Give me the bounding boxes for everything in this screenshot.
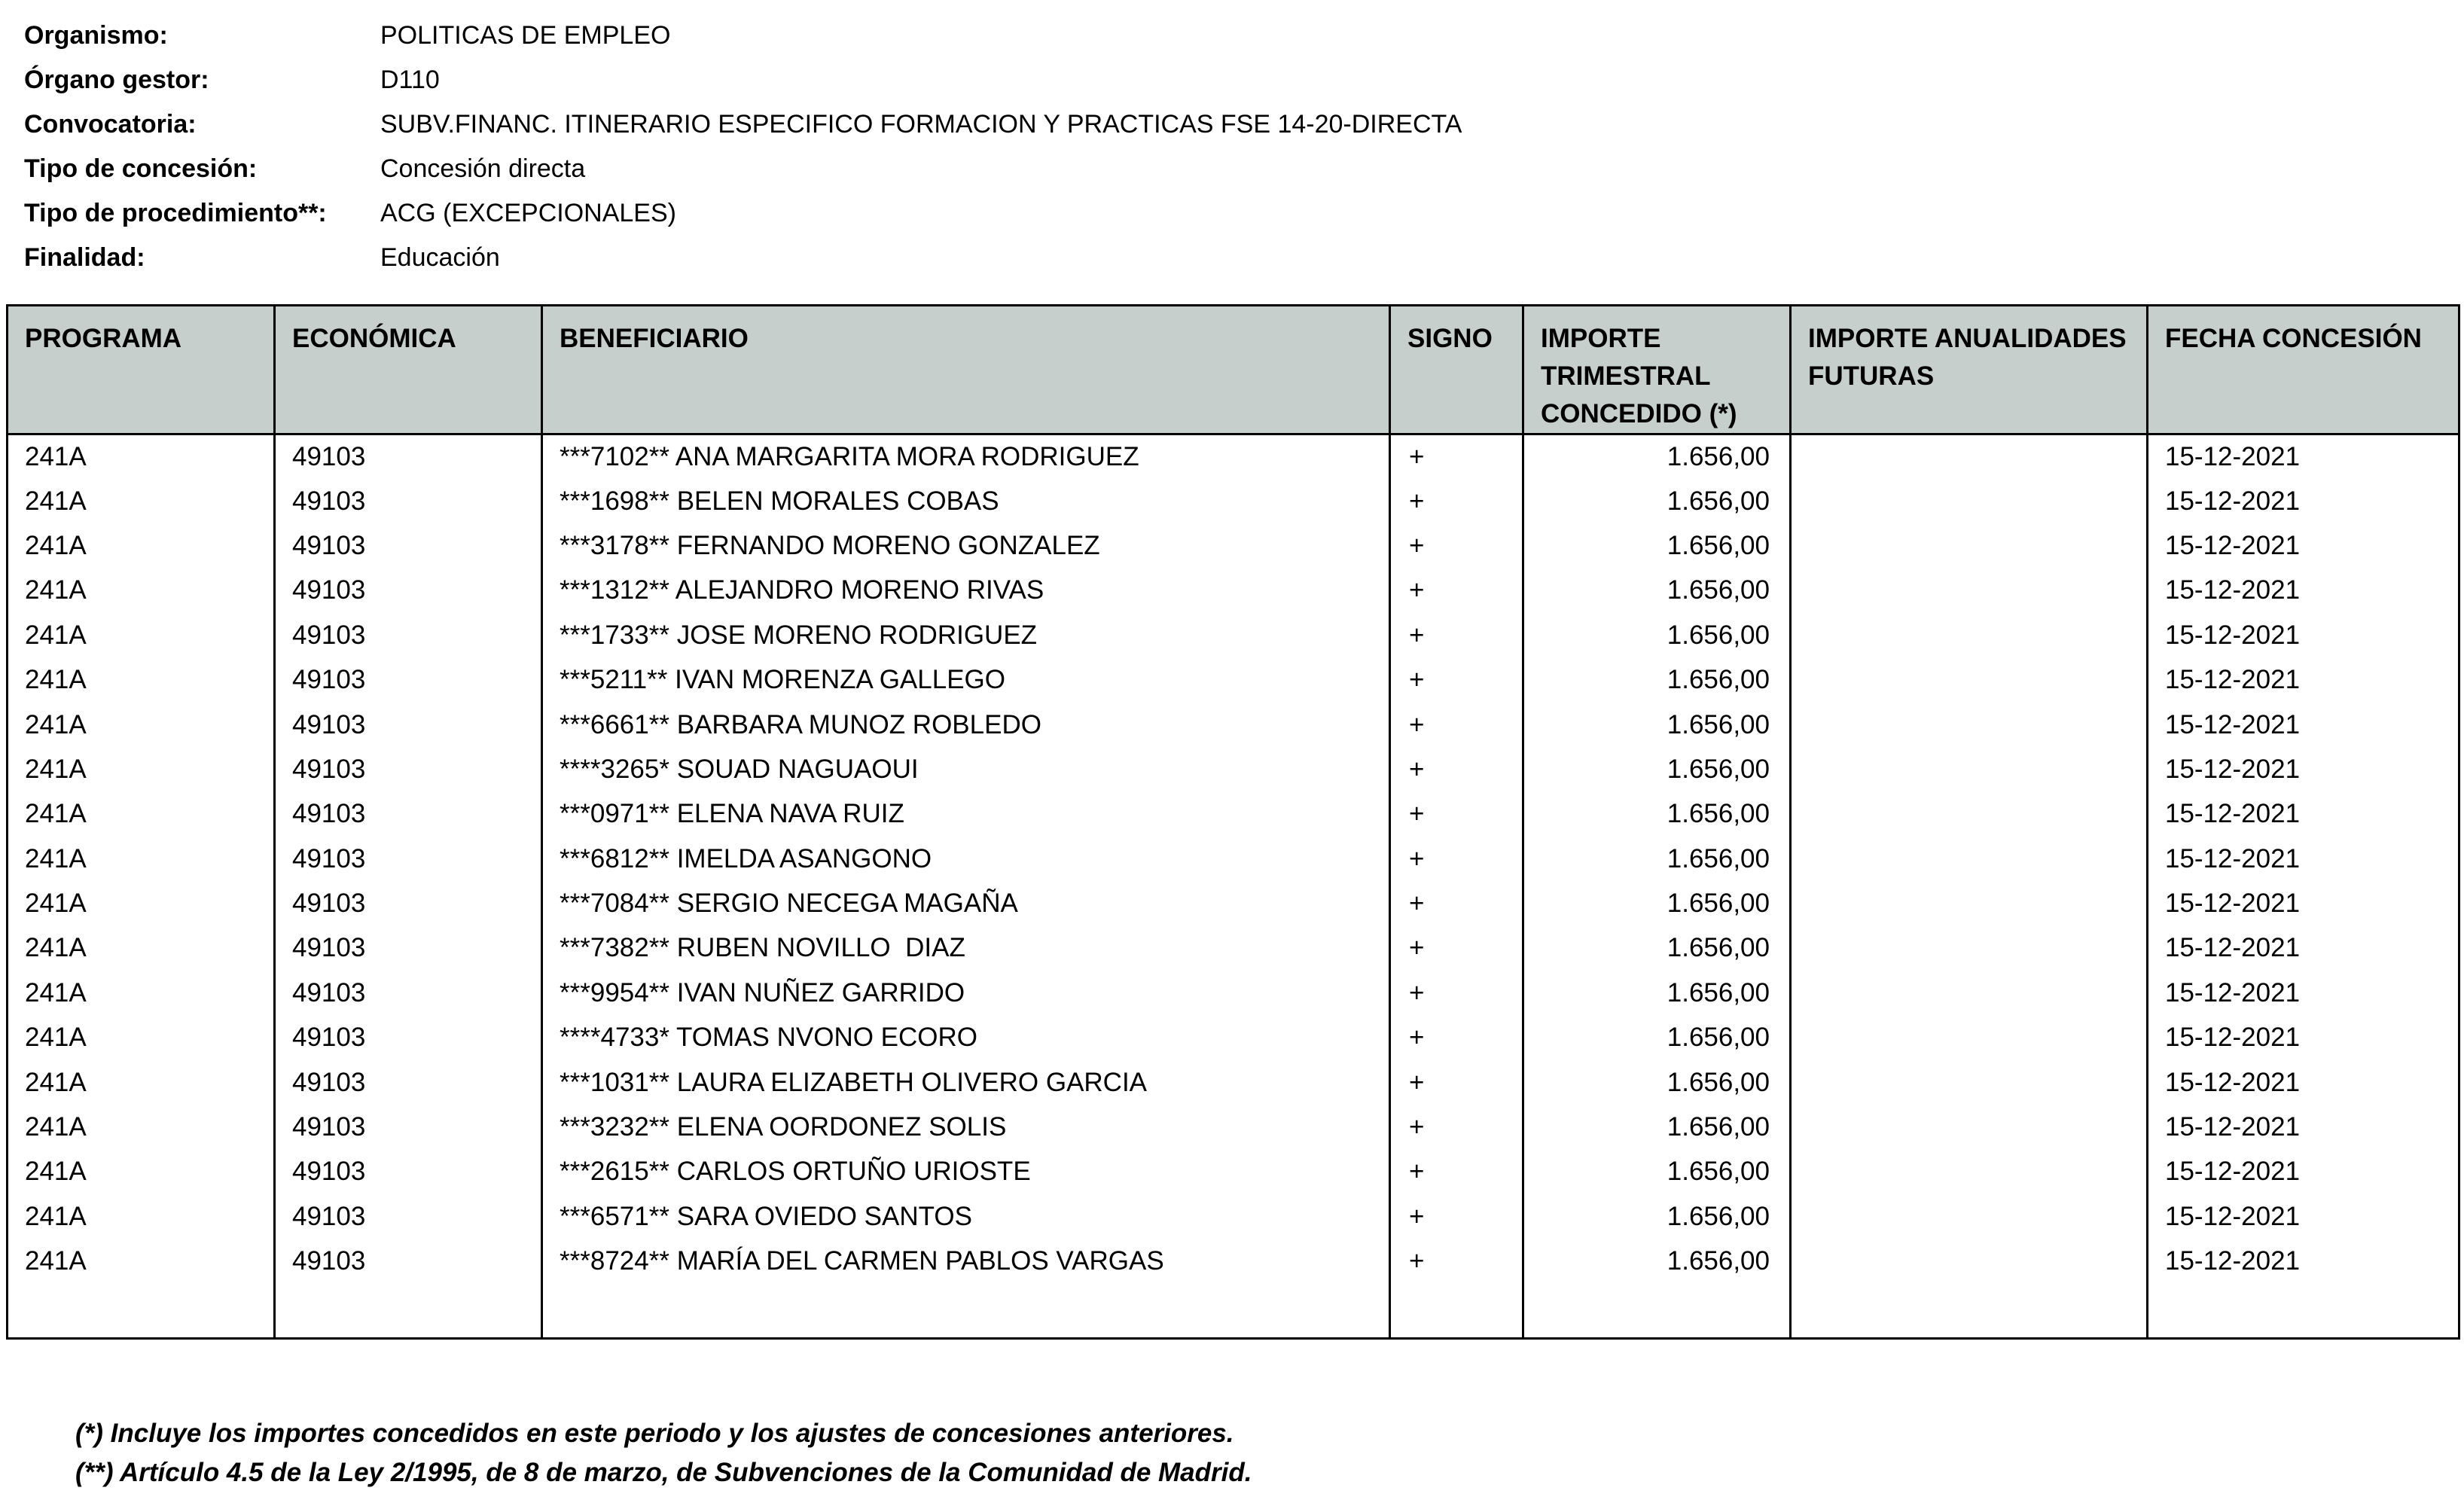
cell-programa: 241A xyxy=(8,1060,275,1105)
cell-signo: + xyxy=(1390,479,1523,523)
cell-importe-anualidades xyxy=(1791,703,2148,747)
cell-signo: + xyxy=(1390,792,1523,837)
cell-fecha-concesion: 15-12-2021 xyxy=(2148,1150,2459,1194)
cell-beneficiario: ***6661** BARBARA MUNOZ ROBLEDO xyxy=(542,703,1390,747)
meta-row-organo-gestor xyxy=(24,58,1462,102)
cell-importe-trimestral: 1.656,00 xyxy=(1523,703,1791,747)
cell-fecha-concesion: 15-12-2021 xyxy=(2148,479,2459,523)
cell-importe-trimestral: 1.656,00 xyxy=(1523,926,1791,971)
cell-fecha-concesion: 15-12-2021 xyxy=(2148,926,2459,971)
cell-programa: 241A xyxy=(8,703,275,747)
cell-fecha-concesion: 15-12-2021 xyxy=(2148,657,2459,702)
cell-importe-trimestral: 1.656,00 xyxy=(1523,569,1791,613)
cell-programa: 241A xyxy=(8,926,275,971)
cell-importe-anualidades xyxy=(1791,1239,2148,1284)
cell-programa: 241A xyxy=(8,1016,275,1060)
cell-fecha-concesion: 15-12-2021 xyxy=(2148,881,2459,925)
cell-beneficiario: ***7382** RUBEN NOVILLO DIAZ xyxy=(542,926,1390,971)
cell-importe-anualidades xyxy=(1791,569,2148,613)
cell-economica: 49103 xyxy=(275,1150,542,1194)
table-row xyxy=(8,1194,2459,1239)
cell-importe-trimestral: 1.656,00 xyxy=(1523,1060,1791,1105)
table-row xyxy=(8,1150,2459,1194)
table-row xyxy=(8,837,2459,881)
table-row xyxy=(8,1239,2459,1284)
table-row xyxy=(8,703,2459,747)
cell-programa: 241A xyxy=(8,479,275,523)
table-row xyxy=(8,926,2459,971)
cell-importe-trimestral: 1.656,00 xyxy=(1523,792,1791,837)
table-body xyxy=(8,434,2459,1339)
cell-programa: 241A xyxy=(8,523,275,568)
cell-importe-trimestral: 1.656,00 xyxy=(1523,1105,1791,1149)
cell-fecha-concesion: 15-12-2021 xyxy=(2148,747,2459,791)
meta-label: Organismo: xyxy=(24,21,168,50)
cell-programa: 241A xyxy=(8,792,275,837)
cell-economica: 49103 xyxy=(275,971,542,1015)
cell-beneficiario: ****3265* SOUAD NAGUAOUI xyxy=(542,747,1390,791)
cell-importe-anualidades xyxy=(1791,881,2148,925)
spacer-cell xyxy=(275,1284,542,1339)
table-row xyxy=(8,747,2459,791)
meta-label: Tipo de concesión: xyxy=(24,154,258,183)
cell-importe-trimestral: 1.656,00 xyxy=(1523,479,1791,523)
cell-importe-trimestral: 1.656,00 xyxy=(1523,523,1791,568)
cell-fecha-concesion: 15-12-2021 xyxy=(2148,792,2459,837)
cell-signo: + xyxy=(1390,926,1523,971)
table-row xyxy=(8,1016,2459,1060)
cell-programa: 241A xyxy=(8,1194,275,1239)
meta-label: Finalidad: xyxy=(24,243,145,272)
cell-importe-trimestral: 1.656,00 xyxy=(1523,881,1791,925)
cell-signo: + xyxy=(1390,613,1523,657)
cell-economica: 49103 xyxy=(275,479,542,523)
cell-importe-trimestral: 1.656,00 xyxy=(1523,1016,1791,1060)
header-economica: ECONÓMICA xyxy=(275,306,542,434)
cell-signo: + xyxy=(1390,837,1523,881)
cell-economica: 49103 xyxy=(275,569,542,613)
spacer-cell xyxy=(2148,1284,2459,1339)
header-importe-anualidades: IMPORTE ANUALIDADES FUTURAS xyxy=(1791,306,2148,434)
cell-economica: 49103 xyxy=(275,613,542,657)
table-row xyxy=(8,613,2459,657)
cell-economica: 49103 xyxy=(275,1060,542,1105)
cell-programa: 241A xyxy=(8,657,275,702)
cell-programa: 241A xyxy=(8,971,275,1015)
cell-signo: + xyxy=(1390,1060,1523,1105)
cell-economica: 49103 xyxy=(275,881,542,925)
cell-importe-anualidades xyxy=(1791,747,2148,791)
cell-economica: 49103 xyxy=(275,657,542,702)
cell-importe-trimestral: 1.656,00 xyxy=(1523,613,1791,657)
cell-beneficiario: ***1733** JOSE MORENO RODRIGUEZ xyxy=(542,613,1390,657)
header-signo: SIGNO xyxy=(1390,306,1523,434)
beneficiaries-table xyxy=(6,304,2460,1340)
header-fecha-concesion: FECHA CONCESIÓN xyxy=(2148,306,2459,434)
cell-economica: 49103 xyxy=(275,703,542,747)
cell-programa: 241A xyxy=(8,1239,275,1284)
cell-importe-trimestral: 1.656,00 xyxy=(1523,837,1791,881)
cell-importe-trimestral: 1.656,00 xyxy=(1523,747,1791,791)
table-row xyxy=(8,657,2459,702)
cell-signo: + xyxy=(1390,1016,1523,1060)
cell-fecha-concesion: 15-12-2021 xyxy=(2148,1105,2459,1149)
footnote-articulo: (**) Artículo 4.5 de la Ley 2/1995, de 8 de marzo, de Subvenciones de la Comunidad de Madrid. xyxy=(75,1458,1252,1487)
meta-row-tipo-concesion xyxy=(24,147,1462,191)
meta-label: Convocatoria: xyxy=(24,110,197,139)
cell-beneficiario: ***0971** ELENA NAVA RUIZ xyxy=(542,792,1390,837)
cell-importe-trimestral: 1.656,00 xyxy=(1523,1150,1791,1194)
table-spacer-row xyxy=(8,1284,2459,1339)
meta-label: Tipo de procedimiento**: xyxy=(24,199,327,227)
cell-programa: 241A xyxy=(8,837,275,881)
meta-row-finalidad xyxy=(24,236,1462,280)
meta-row-convocatoria xyxy=(24,102,1462,147)
cell-beneficiario: ***8724** MARÍA DEL CARMEN PABLOS VARGAS xyxy=(542,1239,1390,1284)
meta-row-tipo-procedimiento xyxy=(24,191,1462,236)
cell-importe-anualidades xyxy=(1791,657,2148,702)
cell-economica: 49103 xyxy=(275,523,542,568)
table-row xyxy=(8,1060,2459,1105)
table-row xyxy=(8,569,2459,613)
cell-fecha-concesion: 15-12-2021 xyxy=(2148,703,2459,747)
cell-importe-trimestral: 1.656,00 xyxy=(1523,657,1791,702)
cell-beneficiario: ***1031** LAURA ELIZABETH OLIVERO GARCIA xyxy=(542,1060,1390,1105)
cell-programa: 241A xyxy=(8,613,275,657)
cell-importe-trimestral: 1.656,00 xyxy=(1523,971,1791,1015)
cell-signo: + xyxy=(1390,1194,1523,1239)
cell-programa: 241A xyxy=(8,1105,275,1149)
cell-programa: 241A xyxy=(8,434,275,479)
meta-value: SUBV.FINANC. ITINERARIO ESPECIFICO FORMACION Y PRACTICAS FSE 14-20-DIRECTA xyxy=(380,110,1462,139)
meta-value: Concesión directa xyxy=(380,154,586,183)
table-row xyxy=(8,523,2459,568)
table-row xyxy=(8,881,2459,925)
cell-importe-anualidades xyxy=(1791,1105,2148,1149)
cell-economica: 49103 xyxy=(275,1016,542,1060)
header-beneficiario: BENEFICIARIO xyxy=(542,306,1390,434)
cell-programa: 241A xyxy=(8,747,275,791)
cell-beneficiario: ***2615** CARLOS ORTUÑO URIOSTE xyxy=(542,1150,1390,1194)
cell-economica: 49103 xyxy=(275,747,542,791)
cell-beneficiario: ***1312** ALEJANDRO MORENO RIVAS xyxy=(542,569,1390,613)
cell-beneficiario: ***6571** SARA OVIEDO SANTOS xyxy=(542,1194,1390,1239)
meta-value: POLITICAS DE EMPLEO xyxy=(380,21,671,50)
meta-value: ACG (EXCEPCIONALES) xyxy=(380,199,676,227)
spacer-cell xyxy=(1390,1284,1523,1339)
cell-economica: 49103 xyxy=(275,1105,542,1149)
cell-signo: + xyxy=(1390,569,1523,613)
cell-importe-trimestral: 1.656,00 xyxy=(1523,434,1791,479)
spacer-cell xyxy=(8,1284,275,1339)
cell-beneficiario: ***6812** IMELDA ASANGONO xyxy=(542,837,1390,881)
spacer-cell xyxy=(1523,1284,1791,1339)
cell-importe-anualidades xyxy=(1791,837,2148,881)
header-importe-trimestral: IMPORTE TRIMESTRAL CONCEDIDO (*) xyxy=(1523,306,1791,434)
cell-beneficiario: ****4733* TOMAS NVONO ECORO xyxy=(542,1016,1390,1060)
table-header-row xyxy=(8,306,2459,434)
cell-economica: 49103 xyxy=(275,926,542,971)
cell-importe-anualidades xyxy=(1791,792,2148,837)
footnotes xyxy=(75,1414,1252,1492)
table-row xyxy=(8,434,2459,479)
meta-label: Órgano gestor: xyxy=(24,66,209,94)
cell-signo: + xyxy=(1390,747,1523,791)
cell-economica: 49103 xyxy=(275,792,542,837)
cell-economica: 49103 xyxy=(275,434,542,479)
cell-importe-anualidades xyxy=(1791,613,2148,657)
cell-importe-anualidades xyxy=(1791,1016,2148,1060)
cell-economica: 49103 xyxy=(275,1194,542,1239)
cell-fecha-concesion: 15-12-2021 xyxy=(2148,613,2459,657)
cell-beneficiario: ***7102** ANA MARGARITA MORA RODRIGUEZ xyxy=(542,434,1390,479)
cell-signo: + xyxy=(1390,1150,1523,1194)
cell-fecha-concesion: 15-12-2021 xyxy=(2148,569,2459,613)
cell-beneficiario: ***5211** IVAN MORENZA GALLEGO xyxy=(542,657,1390,702)
cell-signo: + xyxy=(1390,1105,1523,1149)
document-metadata xyxy=(24,14,1462,280)
cell-economica: 49103 xyxy=(275,1239,542,1284)
cell-programa: 241A xyxy=(8,881,275,925)
header-programa: PROGRAMA xyxy=(8,306,275,434)
cell-beneficiario: ***1698** BELEN MORALES COBAS xyxy=(542,479,1390,523)
cell-importe-anualidades xyxy=(1791,479,2148,523)
table-row xyxy=(8,971,2459,1015)
table-row xyxy=(8,479,2459,523)
cell-importe-anualidades xyxy=(1791,434,2148,479)
cell-fecha-concesion: 15-12-2021 xyxy=(2148,523,2459,568)
cell-importe-anualidades xyxy=(1791,1194,2148,1239)
cell-signo: + xyxy=(1390,703,1523,747)
cell-beneficiario: ***3232** ELENA OORDONEZ SOLIS xyxy=(542,1105,1390,1149)
cell-beneficiario: ***3178** FERNANDO MORENO GONZALEZ xyxy=(542,523,1390,568)
cell-fecha-concesion: 15-12-2021 xyxy=(2148,1239,2459,1284)
cell-signo: + xyxy=(1390,971,1523,1015)
cell-signo: + xyxy=(1390,657,1523,702)
cell-importe-anualidades xyxy=(1791,523,2148,568)
cell-importe-trimestral: 1.656,00 xyxy=(1523,1194,1791,1239)
cell-importe-anualidades xyxy=(1791,1150,2148,1194)
cell-signo: + xyxy=(1390,881,1523,925)
cell-importe-anualidades xyxy=(1791,1060,2148,1105)
cell-importe-anualidades xyxy=(1791,926,2148,971)
cell-programa: 241A xyxy=(8,569,275,613)
cell-fecha-concesion: 15-12-2021 xyxy=(2148,837,2459,881)
cell-fecha-concesion: 15-12-2021 xyxy=(2148,434,2459,479)
cell-signo: + xyxy=(1390,434,1523,479)
table-row xyxy=(8,1105,2459,1149)
cell-importe-trimestral: 1.656,00 xyxy=(1523,1239,1791,1284)
cell-beneficiario: ***7084** SERGIO NECEGA MAGAÑA xyxy=(542,881,1390,925)
cell-programa: 241A xyxy=(8,1150,275,1194)
cell-beneficiario: ***9954** IVAN NUÑEZ GARRIDO xyxy=(542,971,1390,1015)
spacer-cell xyxy=(1791,1284,2148,1339)
cell-importe-anualidades xyxy=(1791,971,2148,1015)
cell-fecha-concesion: 15-12-2021 xyxy=(2148,1060,2459,1105)
cell-signo: + xyxy=(1390,1239,1523,1284)
meta-value: Educación xyxy=(380,243,500,272)
cell-economica: 49103 xyxy=(275,837,542,881)
spacer-cell xyxy=(542,1284,1390,1339)
cell-fecha-concesion: 15-12-2021 xyxy=(2148,1016,2459,1060)
meta-row-organismo xyxy=(24,14,1462,58)
footnote-importes: (*) Incluye los importes concedidos en este periodo y los ajustes de concesiones anteriores. xyxy=(75,1419,1234,1448)
table-row xyxy=(8,792,2459,837)
meta-value: D110 xyxy=(380,66,440,94)
cell-fecha-concesion: 15-12-2021 xyxy=(2148,971,2459,1015)
cell-signo: + xyxy=(1390,523,1523,568)
cell-fecha-concesion: 15-12-2021 xyxy=(2148,1194,2459,1239)
